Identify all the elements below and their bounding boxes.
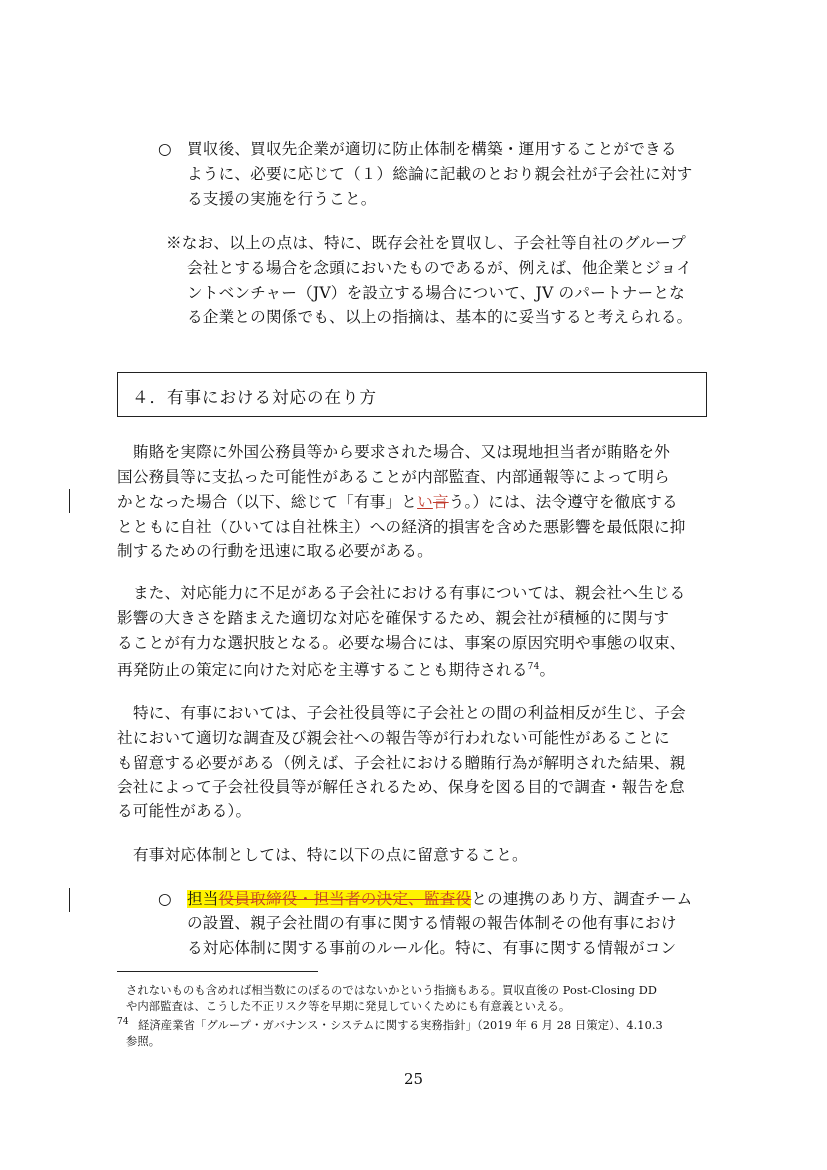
note-line-2: 会社とする場合を念頭においたものであるが、例えば、他企業とジョイ — [187, 259, 693, 277]
bullet1-line-1: 買収後、買収先企業が適切に防止体制を構築・運用することができる — [187, 140, 677, 158]
footnote-number-74: 74 — [117, 1017, 129, 1027]
para3-line-3: も留意する必要がある（例えば、子会社における贈賄行為が解明された結果、親 — [117, 754, 686, 772]
para2-line-1: また、対応能力に不足がある子会社における有事については、親会社へ生じる — [133, 584, 686, 602]
bullet2-line-3: る対応体制に関する事前のルール化。特に、有事に関する情報がコン — [187, 939, 677, 957]
bullet-mark: ○ — [158, 140, 172, 158]
para3-line-5: る可能性がある）。 — [117, 802, 252, 820]
note-line-4: る企業との関係でも、以上の指摘は、基本的に妥当すると考えられる。 — [187, 308, 693, 326]
para1-line-5: 制するための行動を迅速に取る必要がある。 — [117, 542, 433, 560]
para4-line-1: 有事対応体制としては、特に以下の点に留意すること。 — [133, 846, 528, 864]
footnote-ref-74[interactable]: 74 — [527, 662, 540, 672]
para1-line-1: 賄賂を実際に外国公務員等から要求された場合、又は現地担当者が賄賂を外 — [133, 443, 670, 461]
footnote-74-line-2: 参照。 — [126, 1035, 161, 1048]
page-number: 25 — [403, 1070, 424, 1088]
para3-line-4: 会社によって子会社役員等が解任されるため、保身を図る目的で調査・報告を怠 — [117, 778, 685, 796]
bullet2-line-1: 担当役員取締役・担当者の決定、監査役との連携のあり方、調査チーム — [187, 890, 693, 908]
footnote-separator — [117, 971, 318, 972]
highlighted-text: 担当 — [187, 890, 219, 908]
footnote-continuation-line-2: や内部監査は、こうした不正リスク等を早期に発見していくためにも有意義といえる。 — [126, 1000, 571, 1013]
bullet1-line-3: る支援の実施を行うこと。 — [187, 190, 377, 208]
para1-line-2: 国公務員等に支払った可能性があることが内部監査、内部通報等によって明ら — [117, 468, 670, 486]
para2-line-4: 再発防止の策定に向けた対応を主導することも期待される$^{74}$。 — [117, 661, 556, 679]
section-heading-box — [117, 372, 707, 417]
note-line-1: ※なお、以上の点は、特に、既存会社を買収し、子会社等自社のグループ — [166, 234, 686, 252]
inserted-text: い — [417, 493, 433, 511]
footnote-continuation-line-1: されないものも含めれば相当数にのぼるのではないかという指摘もある。買収直後の Post-Closing DD — [126, 984, 658, 997]
revision-change-bar — [69, 489, 70, 513]
bullet-mark: ○ — [158, 890, 172, 908]
bullet2-line-2: の設置、親子会社間の有事に関する情報の報告体制その他有事におけ — [187, 914, 677, 932]
para2-line-3: ることが有力な選択肢となる。必要な場合には、事案の原因究明や事態の収束、 — [117, 634, 686, 652]
bullet1-line-2: ように、必要に応じて（１）総論に記載のとおり親会社が子会社に対す — [187, 165, 693, 183]
section-heading: ４．有事における対応の在り方 — [132, 388, 377, 407]
para1-line-3: かとなった場合（以下、総じて「有事」とい言う。）には、法令遵守を徹底する — [117, 493, 678, 511]
para1-line-4: とともに自社（ひいては自社株主）への経済的損害を含めた悪影響を最低限に抑 — [117, 518, 686, 536]
note-line-3: ントベンチャー（JV）を設立する場合について、JV のパートナーとな — [187, 284, 685, 302]
revision-change-bar — [69, 888, 70, 912]
para3-line-2: 社において適切な調査及び親会社への報告等が行われない可能性があることに — [117, 729, 670, 747]
deleted-highlighted-text: 役員取締役・担当者の決定、監査役 — [218, 890, 472, 908]
para3-line-1: 特に、有事においては、子会社役員等に子会社との間の利益相反が生じ、子会 — [133, 704, 686, 722]
para2-line-2: 影響の大きさを踏まえた適切な対応を確保するため、親会社が積極的に関与す — [117, 609, 670, 627]
footnote-74-line-1: 経済産業省「グループ・ガバナンス・システムに関する実務指針」（2019 年 6 月 28 日策定）、4.10.3 — [138, 1019, 663, 1032]
deleted-text: 言 — [432, 493, 449, 511]
